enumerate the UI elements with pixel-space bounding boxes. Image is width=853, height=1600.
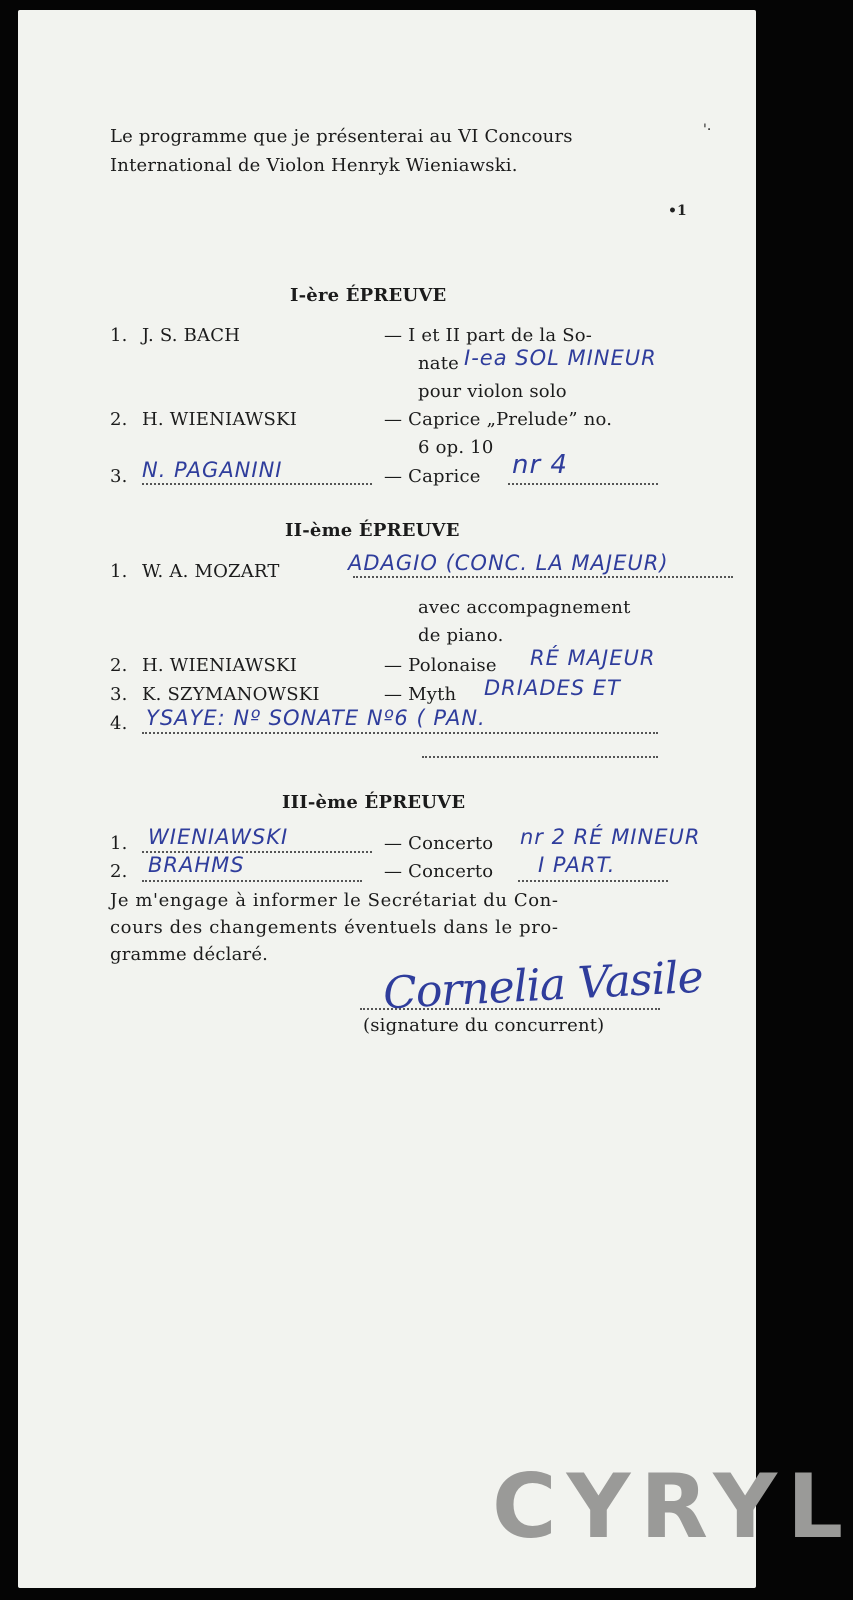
round-3-item-1-number: 1. bbox=[110, 833, 128, 854]
round-2-item-2-handwritten-key: RÉ MAJEUR bbox=[530, 646, 656, 670]
round-2-item-4-number: 4. bbox=[110, 713, 128, 734]
fill-in-line bbox=[353, 576, 733, 578]
round-2-item-2-composer: H. WIENIAWSKI bbox=[142, 655, 298, 676]
round-1-item-2-number: 2. bbox=[110, 409, 128, 430]
signature-caption: (signature du concurrent) bbox=[363, 1015, 605, 1036]
intro-line-1: Le programme que je présenterai au VI Concours bbox=[110, 126, 573, 147]
declaration-line-2: cours des changements éventuels dans le pro- bbox=[110, 917, 559, 938]
round-1-item-3-desc-1: — Caprice bbox=[384, 466, 481, 487]
round-2-item-2-number: 2. bbox=[110, 655, 128, 676]
round-1-item-1-number: 1. bbox=[110, 325, 128, 346]
fill-in-line bbox=[142, 880, 362, 882]
round-2-heading: II-ème ÉPREUVE bbox=[285, 520, 460, 541]
round-1-item-1-composer: J. S. BACH bbox=[142, 325, 241, 346]
round-2-item-3-composer: K. SZYMANOWSKI bbox=[142, 684, 320, 705]
fill-in-line bbox=[508, 483, 658, 485]
round-2-item-1-handwritten-work: ADAGIO (CONC. LA MAJEUR) bbox=[348, 551, 669, 575]
declaration-line-1: Je m'engage à informer le Secrétariat du Con- bbox=[110, 890, 559, 911]
round-1-item-1-desc-2-prefix: nate bbox=[418, 353, 460, 374]
round-1-item-3-handwritten-composer: N. PAGANINI bbox=[142, 458, 283, 482]
round-2-item-3-number: 3. bbox=[110, 684, 128, 705]
round-1-item-3-handwritten-number: nr 4 bbox=[512, 450, 568, 480]
round-1-item-1-desc-1: — I et II part de la So- bbox=[384, 325, 593, 346]
round-2-item-1-composer: W. A. MOZART bbox=[142, 561, 280, 582]
round-1-item-1-desc-3: pour violon solo bbox=[418, 381, 567, 402]
round-2-item-1-desc-3: de piano. bbox=[418, 625, 504, 646]
margin-mark: '· bbox=[703, 122, 712, 138]
fill-in-line bbox=[518, 880, 668, 882]
round-3-heading: III-ème ÉPREUVE bbox=[282, 792, 466, 813]
handwritten-signature: Cornelia Vasile bbox=[381, 951, 704, 1020]
round-1-item-2-desc-2: 6 op. 10 bbox=[418, 437, 494, 458]
round-2-item-2-desc-1: — Polonaise bbox=[384, 655, 497, 676]
document-sheet bbox=[18, 10, 756, 1588]
round-3-item-2-handwritten-part: I PART. bbox=[538, 853, 616, 877]
round-3-item-2-desc-1: — Concerto bbox=[384, 861, 494, 882]
intro-line-2: International de Violon Henryk Wieniawski. bbox=[110, 155, 518, 176]
declaration-line-3: gramme déclaré. bbox=[110, 944, 269, 965]
round-2-item-3-desc-1: — Myth bbox=[384, 684, 457, 705]
round-1-item-1-handwritten-key: I-ea SOL MINEUR bbox=[464, 346, 657, 370]
margin-mark: •1 bbox=[668, 203, 687, 219]
round-2-item-1-number: 1. bbox=[110, 561, 128, 582]
signature-line bbox=[360, 1008, 660, 1010]
round-3-item-2-handwritten-composer: BRAHMS bbox=[148, 853, 245, 877]
round-3-item-1-handwritten-key: nr 2 RÉ MINEUR bbox=[520, 825, 701, 849]
round-2-item-4-handwritten-entry: YSAYE: Nº SONATE Nº6 ( PAN. bbox=[146, 706, 486, 730]
fill-in-line bbox=[422, 756, 658, 758]
cyryl-watermark: CYRYL bbox=[492, 1455, 853, 1558]
fill-in-line bbox=[142, 483, 372, 485]
round-1-heading: I-ère ÉPREUVE bbox=[290, 285, 447, 306]
round-1-item-2-desc-1: — Caprice „Prelude” no. bbox=[384, 409, 613, 430]
round-2-item-3-handwritten-title: DRIADES ET bbox=[484, 676, 621, 700]
round-3-item-1-handwritten-composer: WIENIAWSKI bbox=[148, 825, 289, 849]
round-2-item-1-desc-2: avec accompagnement bbox=[418, 597, 631, 618]
round-1-item-3-number: 3. bbox=[110, 466, 128, 487]
round-3-item-2-number: 2. bbox=[110, 861, 128, 882]
round-1-item-2-composer: H. WIENIAWSKI bbox=[142, 409, 298, 430]
round-3-item-1-desc-1: — Concerto bbox=[384, 833, 494, 854]
fill-in-line bbox=[142, 732, 658, 734]
